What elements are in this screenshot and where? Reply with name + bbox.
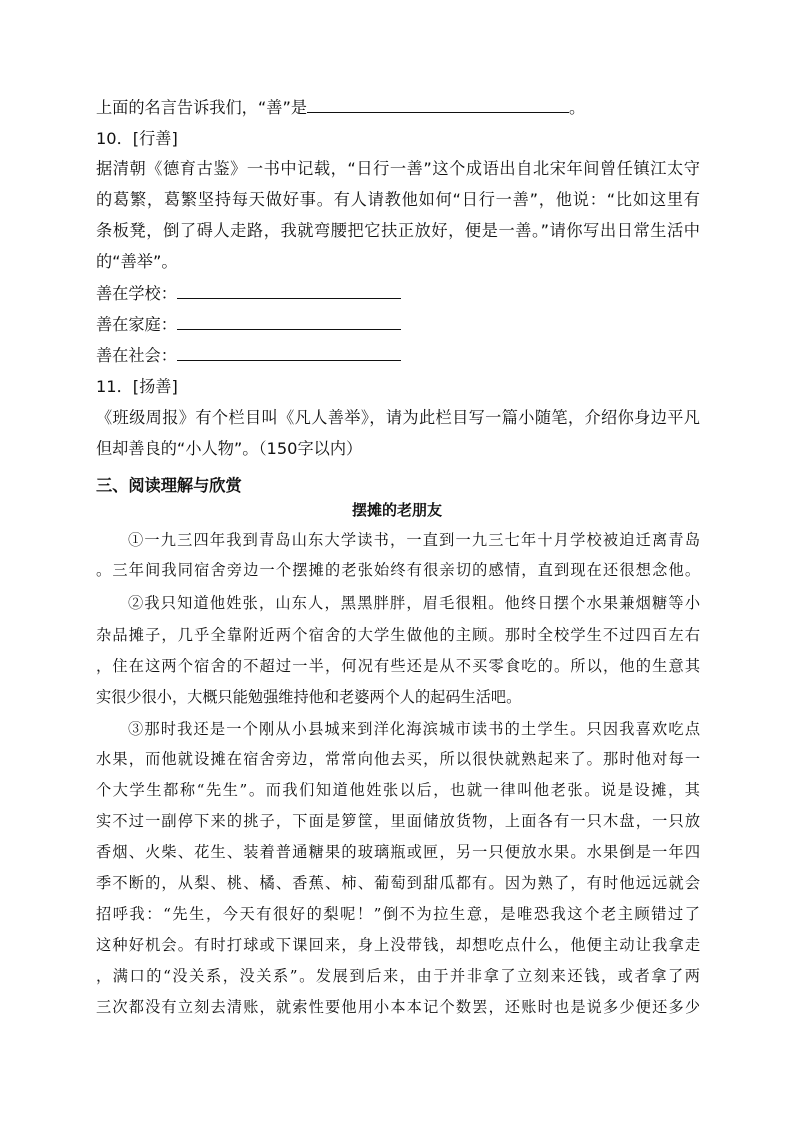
- passage-line: 这种好机会。有时打球或下课回来，身上没带钱，却想吃点什么，他便主动让我拿走: [96, 936, 700, 954]
- q11-para-line: 《班级周报》有个栏目叫《凡人善举》，请为此栏目写一篇小随笔，介绍你身边平凡: [96, 408, 700, 427]
- q10-para-line: 条板凳，倒了碍人走路，我就弯腰把它扶正放好，便是一善。”请你写出日常生活中: [96, 221, 700, 240]
- passage-line: ②我只知道他姓张，山东人，黑黑胖胖，眉毛很粗。他终日摆个水果兼烟糖等小: [128, 594, 700, 612]
- passage-line: ，住在这两个宿舍的不超过一半，何况有些还是从不买零食吃的。所以，他的生意其: [96, 657, 700, 675]
- section3-heading: 三、阅读理解与欣赏: [96, 476, 242, 495]
- q10-para-line: 据清朝《德育古鉴》一书中记载，“日行一善”这个成语出自北宋年间曾任镇江太守: [96, 159, 700, 178]
- q10-para-line: 的葛繁，葛繁坚持每天做好事。有人请教他如何“日行一善”，他说：“比如这里有: [96, 190, 700, 209]
- q10-school-field: [96, 284, 700, 306]
- q9-end-mark: 。: [569, 98, 586, 117]
- q10-school-blank[interactable]: [177, 284, 401, 299]
- q10-heading: 10．[行善]: [96, 129, 178, 148]
- q10-school-label: 善在学校：: [96, 284, 177, 303]
- q9-answer-line: [96, 98, 700, 120]
- passage-line: 个大学生都称“先生”。而我们知道他姓张以后，也就一律叫他老张。说是设摊，其: [96, 781, 700, 799]
- q10-home-field: [96, 315, 700, 337]
- passage-line: ③那时我还是一个刚从小县城来到洋化海滨城市读书的土学生。只因我喜欢吃点: [128, 720, 700, 738]
- passage-line: 季不断的，从梨、桃、橘、香蕉、柿、葡萄到甜瓜都有。因为熟了，有时他远远就会: [96, 874, 700, 892]
- passage-line: 实很少很小，大概只能勉强维持他和老婆两个人的起码生活吧。: [96, 688, 522, 706]
- q9-prompt-text: 上面的名言告诉我们，“善”是: [96, 98, 308, 117]
- q10-para-line: 的“善举”。: [96, 252, 178, 271]
- passage-line: 三次都没有立刻去清账，就索性要他用小本本记个数罢，还账时也是说多少便还多少: [96, 998, 700, 1016]
- q10-society-field: [96, 346, 700, 368]
- passage-title: 摆摊的老朋友: [351, 501, 442, 519]
- q11-para-line: 但却善良的“小人物”。（150字以内）: [96, 439, 363, 458]
- q10-home-label: 善在家庭：: [96, 315, 177, 334]
- passage-line: 香烟、火柴、花生、装着普通糖果的玻璃瓶或匣，另一只便放水果。水果倒是一年四: [96, 843, 700, 861]
- q9-answer-blank[interactable]: [307, 98, 569, 113]
- passage-line: ，满口的“没关系，没关系”。发展到后来，由于并非拿了立刻来还钱，或者拿了两: [96, 967, 700, 985]
- passage-line: 招呼我：“先生，今天有很好的梨呢！”倒不为拉生意，是唯恐我这个老主顾错过了: [96, 905, 700, 923]
- q10-home-blank[interactable]: [177, 315, 401, 330]
- passage-line: 实不过一副停下来的挑子，下面是箩筐，里面储放货物，上面各有一只木盘，一只放: [96, 812, 700, 830]
- passage-line: ①一九三四年我到青岛山东大学读书，一直到一九三七年十月学校被迫迁离青岛: [128, 531, 700, 549]
- passage-line: 杂品摊子，几乎全靠附近两个宿舍的大学生做他的主顾。那时全校学生不过四百左右: [96, 626, 700, 644]
- passage-line: 水果，而他就设摊在宿舍旁边，常常向他去买，所以很快就熟起来了。那时他对每一: [96, 750, 700, 768]
- passage-line: 。三年间我同宿舍旁边一个摆摊的老张始终有很亲切的感情，直到现在还很想念他。: [96, 561, 700, 579]
- q11-heading: 11．[扬善]: [96, 377, 178, 396]
- q10-society-blank[interactable]: [177, 346, 401, 361]
- q10-society-label: 善在社会：: [96, 346, 177, 365]
